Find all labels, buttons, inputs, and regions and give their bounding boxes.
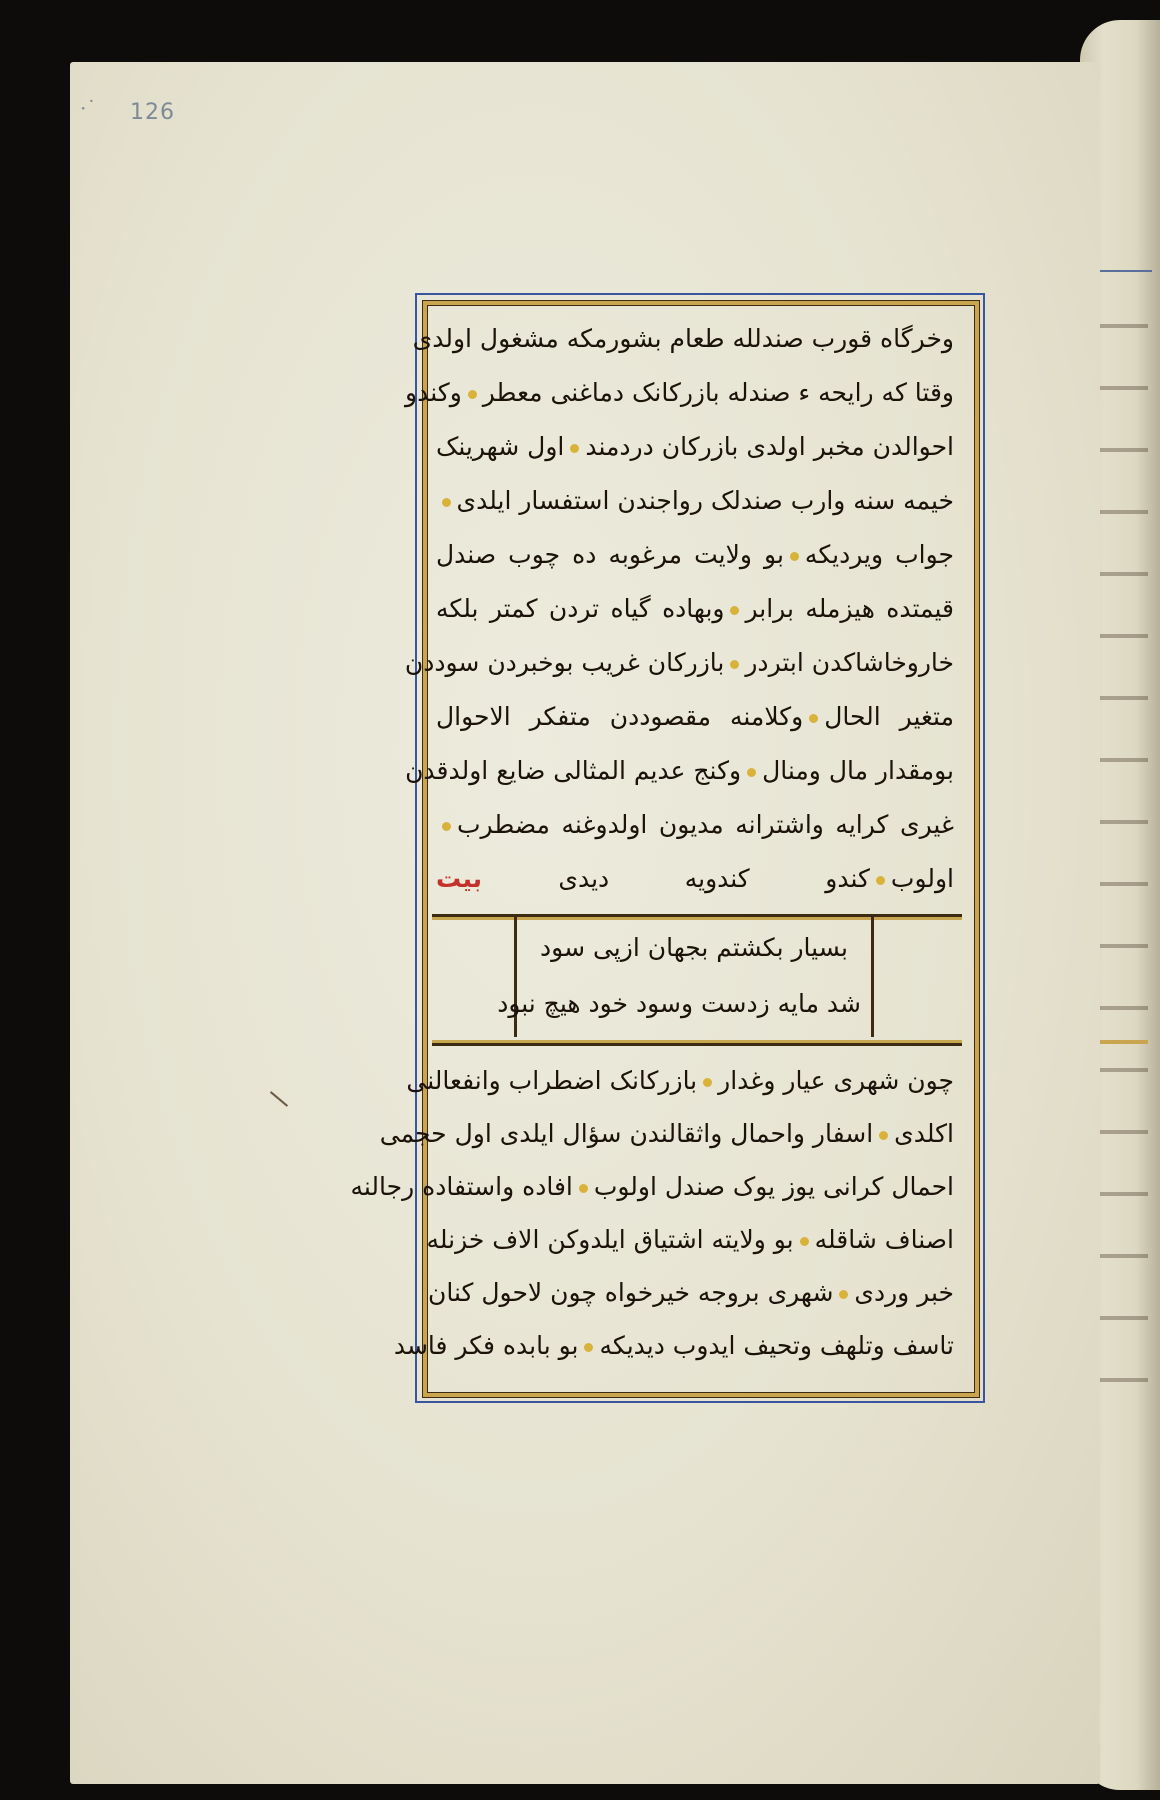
- gold-verse-marker: [790, 552, 799, 561]
- upper-line-text: خیمه سنه وارب صندلک رواجندن استفسار ایلدی: [456, 486, 954, 515]
- folio-dots: ·˙: [80, 96, 97, 120]
- lower-line-text: اصناف شاقله: [814, 1225, 954, 1254]
- adjacent-page-text: [1098, 290, 1148, 1400]
- upper-line-text: جواب ویردیکه: [804, 540, 954, 569]
- lower-line-3: [350, 1162, 954, 1212]
- upper-line-text: خاروخاشاکدن ابتردر: [745, 648, 954, 677]
- upper-line-text: متغیر الحال: [824, 702, 954, 731]
- gold-verse-marker: [839, 1290, 848, 1299]
- gold-verse-marker: [579, 1184, 588, 1193]
- lower-line-text: چون شهری عیار وغدار: [718, 1066, 954, 1095]
- upper-line-11: [436, 854, 954, 904]
- upper-line-text: غیری کرایه واشترانه مدیون اولدوغنه مضطرب: [457, 810, 954, 839]
- upper-line-1: [412, 314, 954, 364]
- upper-line-continuation: وکلامنه مقصوددن متفکر الاحوال: [436, 702, 804, 731]
- lower-line-2: [379, 1109, 954, 1159]
- upper-line-continuation: بو ولایت مرغوبه ده چوب صندل: [436, 540, 784, 569]
- gold-verse-marker: [703, 1078, 712, 1087]
- lower-line-4: [426, 1215, 954, 1265]
- gold-verse-marker: [809, 714, 818, 723]
- lower-line-continuation: بازرکانک اضطراب وانفعالنی: [406, 1066, 698, 1095]
- gold-verse-marker: [442, 822, 451, 831]
- upper-line-5: [436, 530, 954, 580]
- lower-line-continuation: شهری بروجه خیرخواه چون لاحول کنان: [428, 1278, 834, 1307]
- upper-line-continuation: کندو کندویه دیدی: [558, 864, 870, 893]
- verse-line-2: شد مایه زدست وسود خود هیچ نبود: [497, 989, 861, 1018]
- lower-line-6: [393, 1321, 954, 1371]
- lower-line-text: خبر وردی: [854, 1278, 954, 1307]
- gold-verse-marker: [879, 1131, 888, 1140]
- verse-line-1: بسیار بکشتم بجهان ازپی سود: [540, 933, 848, 962]
- gold-verse-marker: [570, 444, 579, 453]
- lower-line-continuation: بو بابده فکر فاسد: [393, 1331, 579, 1360]
- upper-line-10: [436, 800, 954, 850]
- lower-line-continuation: افاده واستفاده رجالنه: [350, 1172, 573, 1201]
- upper-line-4: [436, 476, 954, 526]
- lower-line-continuation: بو ولایته اشتیاق ایلدوکن الاف خزنله: [426, 1225, 794, 1254]
- upper-line-6: [436, 584, 954, 634]
- upper-line-text: وخرگاه قورب صندلله طعام بشورمکه مشغول اولدی: [412, 324, 954, 353]
- verse-cell: [497, 917, 874, 1037]
- lower-line-continuation: اسفار واحمال واثقالندن سؤال ایلدی اول حجمی: [379, 1119, 874, 1148]
- upper-line-9: [405, 746, 954, 796]
- upper-line-continuation: وبهاده گیاه تردن کمتر بلکه: [436, 594, 725, 623]
- upper-line-text: احوالدن مخبر اولدی بازرکان دردمند: [585, 432, 954, 461]
- upper-line-continuation: اول شهرینک: [436, 432, 565, 461]
- gold-verse-marker: [730, 606, 739, 615]
- upper-line-7: [404, 638, 954, 688]
- rubric-heading: بیت: [436, 864, 559, 893]
- upper-line-continuation: وکندو: [405, 378, 462, 407]
- folio-number: 126: [130, 100, 175, 125]
- adjacent-page-gold-rule: [1092, 1040, 1148, 1044]
- upper-line-8: [436, 692, 954, 742]
- gold-verse-marker: [730, 660, 739, 669]
- upper-line-text: قیمتده هیزمله برابر: [745, 594, 955, 623]
- upper-line-3: [436, 422, 954, 472]
- upper-line-2: [405, 368, 954, 418]
- lower-line-text: احمال کرانی یوز یوک صندل اولوب: [593, 1172, 954, 1201]
- upper-line-continuation: وکنج عدیم المثالی ضایع اولدقدن: [405, 756, 742, 785]
- verse-panel: [432, 914, 962, 1046]
- gold-verse-marker: [468, 390, 477, 399]
- lower-line-text: اکلدی: [894, 1119, 954, 1148]
- gold-verse-marker: [747, 768, 756, 777]
- gold-verse-marker: [800, 1237, 809, 1246]
- text-block: [350, 310, 962, 1380]
- lower-line-5: [428, 1268, 954, 1318]
- gold-verse-marker: [876, 876, 885, 885]
- gold-verse-marker: [584, 1343, 593, 1352]
- lower-line-text: تاسف وتلهف وتحیف ایدوب دیدیکه: [599, 1331, 954, 1360]
- upper-line-text: وقتا که رایحه ء صندله بازرکانک دماغنی معطر: [482, 378, 954, 407]
- upper-line-continuation: بازرکان غریب بوخبردن سوددن: [404, 648, 725, 677]
- gold-verse-marker: [442, 498, 451, 507]
- lower-line-1: [406, 1056, 954, 1106]
- upper-line-text: بومقدار مال ومنال: [762, 756, 954, 785]
- upper-line-text: اولوب: [890, 864, 954, 893]
